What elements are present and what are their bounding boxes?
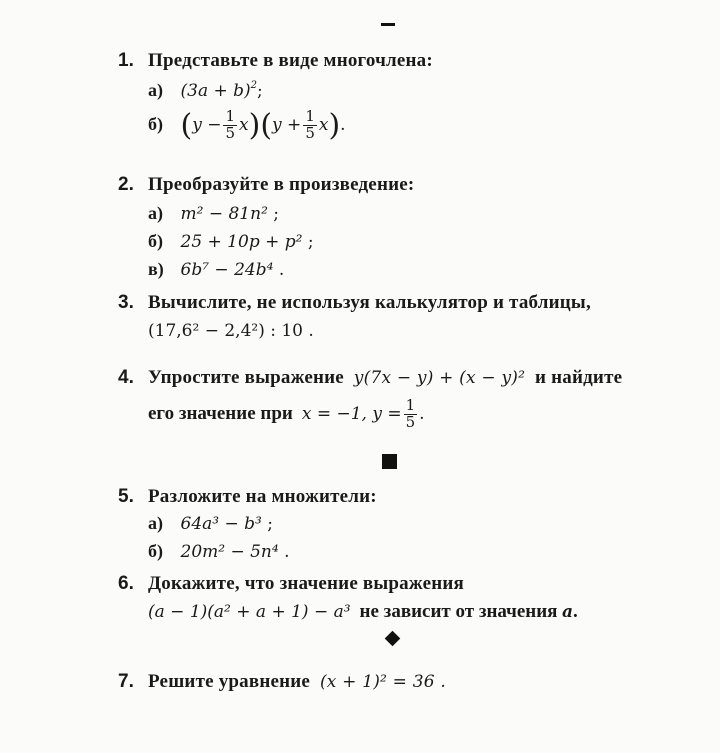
expression: 25 + 10p + p² ;: [180, 232, 314, 252]
item-2a: [148, 203, 279, 224]
item-label: б): [148, 114, 163, 134]
item-2b: [148, 231, 314, 252]
item-1a: [148, 80, 263, 101]
expression: y(7x − y) + (x − y)²: [353, 368, 526, 388]
variable: a: [561, 602, 573, 622]
expression: (a − 1)(a² + a + 1) − a³: [148, 602, 351, 622]
item-6-line2: (a − 1)(a² + a + 1) − a³ не зависит от значения a.: [148, 601, 578, 622]
problem-number: 6.: [118, 573, 134, 594]
expression: (x + 1)² = 36 .: [319, 672, 446, 692]
problem-statement: Упростите выражение y(7x − y) + (x − y)² и найдите: [148, 367, 623, 388]
problem-number: 4.: [118, 367, 134, 388]
problem-statement: Вычислите, не используя калькулятор и таблицы,: [148, 292, 591, 313]
problem-statement: Представьте в виде многочлена:: [148, 50, 433, 71]
problem-number: 3.: [118, 292, 134, 313]
expression: $(3a + b)^2$;: [180, 80, 263, 101]
item-label: а): [148, 513, 163, 533]
item-label: а): [148, 80, 163, 100]
problem-number: 2.: [118, 174, 134, 195]
item-3-expression: [148, 320, 314, 341]
fraction: $\frac{1}{5}$: [405, 396, 416, 431]
fraction: $\frac{1}{5}$: [305, 107, 315, 142]
item-5b: [148, 541, 290, 562]
problem-number: 1.: [118, 50, 134, 71]
diamond-section-marker: [385, 631, 401, 647]
item-label: а): [148, 203, 163, 223]
problem-statement: Докажите, что значение выражения: [148, 573, 465, 594]
item-2c: [148, 259, 284, 280]
problem-number: 5.: [118, 486, 134, 507]
problem-statement: Решите уравнение (x + 1)² = 36 .: [148, 671, 446, 692]
square-section-marker: [382, 454, 397, 469]
expression: m² − 81n² ;: [180, 204, 280, 224]
item-label: в): [148, 259, 164, 279]
item-5a: [148, 513, 273, 534]
expression: 20m² − 5n⁴ .: [180, 542, 290, 562]
expression: (17,6² − 2,4²) : 10 .: [148, 321, 314, 341]
expression: 64a³ − b³ ;: [180, 514, 273, 534]
problem-number: 7.: [118, 671, 134, 692]
item-4-line2: [148, 398, 425, 431]
item-label: б): [148, 541, 163, 561]
expression: x = −1, y = $\frac{1}{5}$ .: [301, 396, 425, 431]
problem-text: его значение при: [148, 402, 293, 424]
problem-statement: Разложите на множители:: [148, 486, 377, 507]
item-1b: [148, 108, 346, 143]
problem-statement: Преобразуйте в произведение:: [148, 174, 415, 195]
problem-text: не зависит от значения: [359, 601, 558, 622]
expression: 6b⁷ − 24b⁴ .: [180, 260, 285, 280]
fraction: $\frac{1}{5}$: [225, 107, 236, 142]
top-dash-mark: [381, 23, 395, 26]
item-label: б): [148, 231, 163, 251]
expression: (y − $\frac{1}{5}$ x)(y + $\frac{1}{5}$ x).: [180, 107, 346, 143]
